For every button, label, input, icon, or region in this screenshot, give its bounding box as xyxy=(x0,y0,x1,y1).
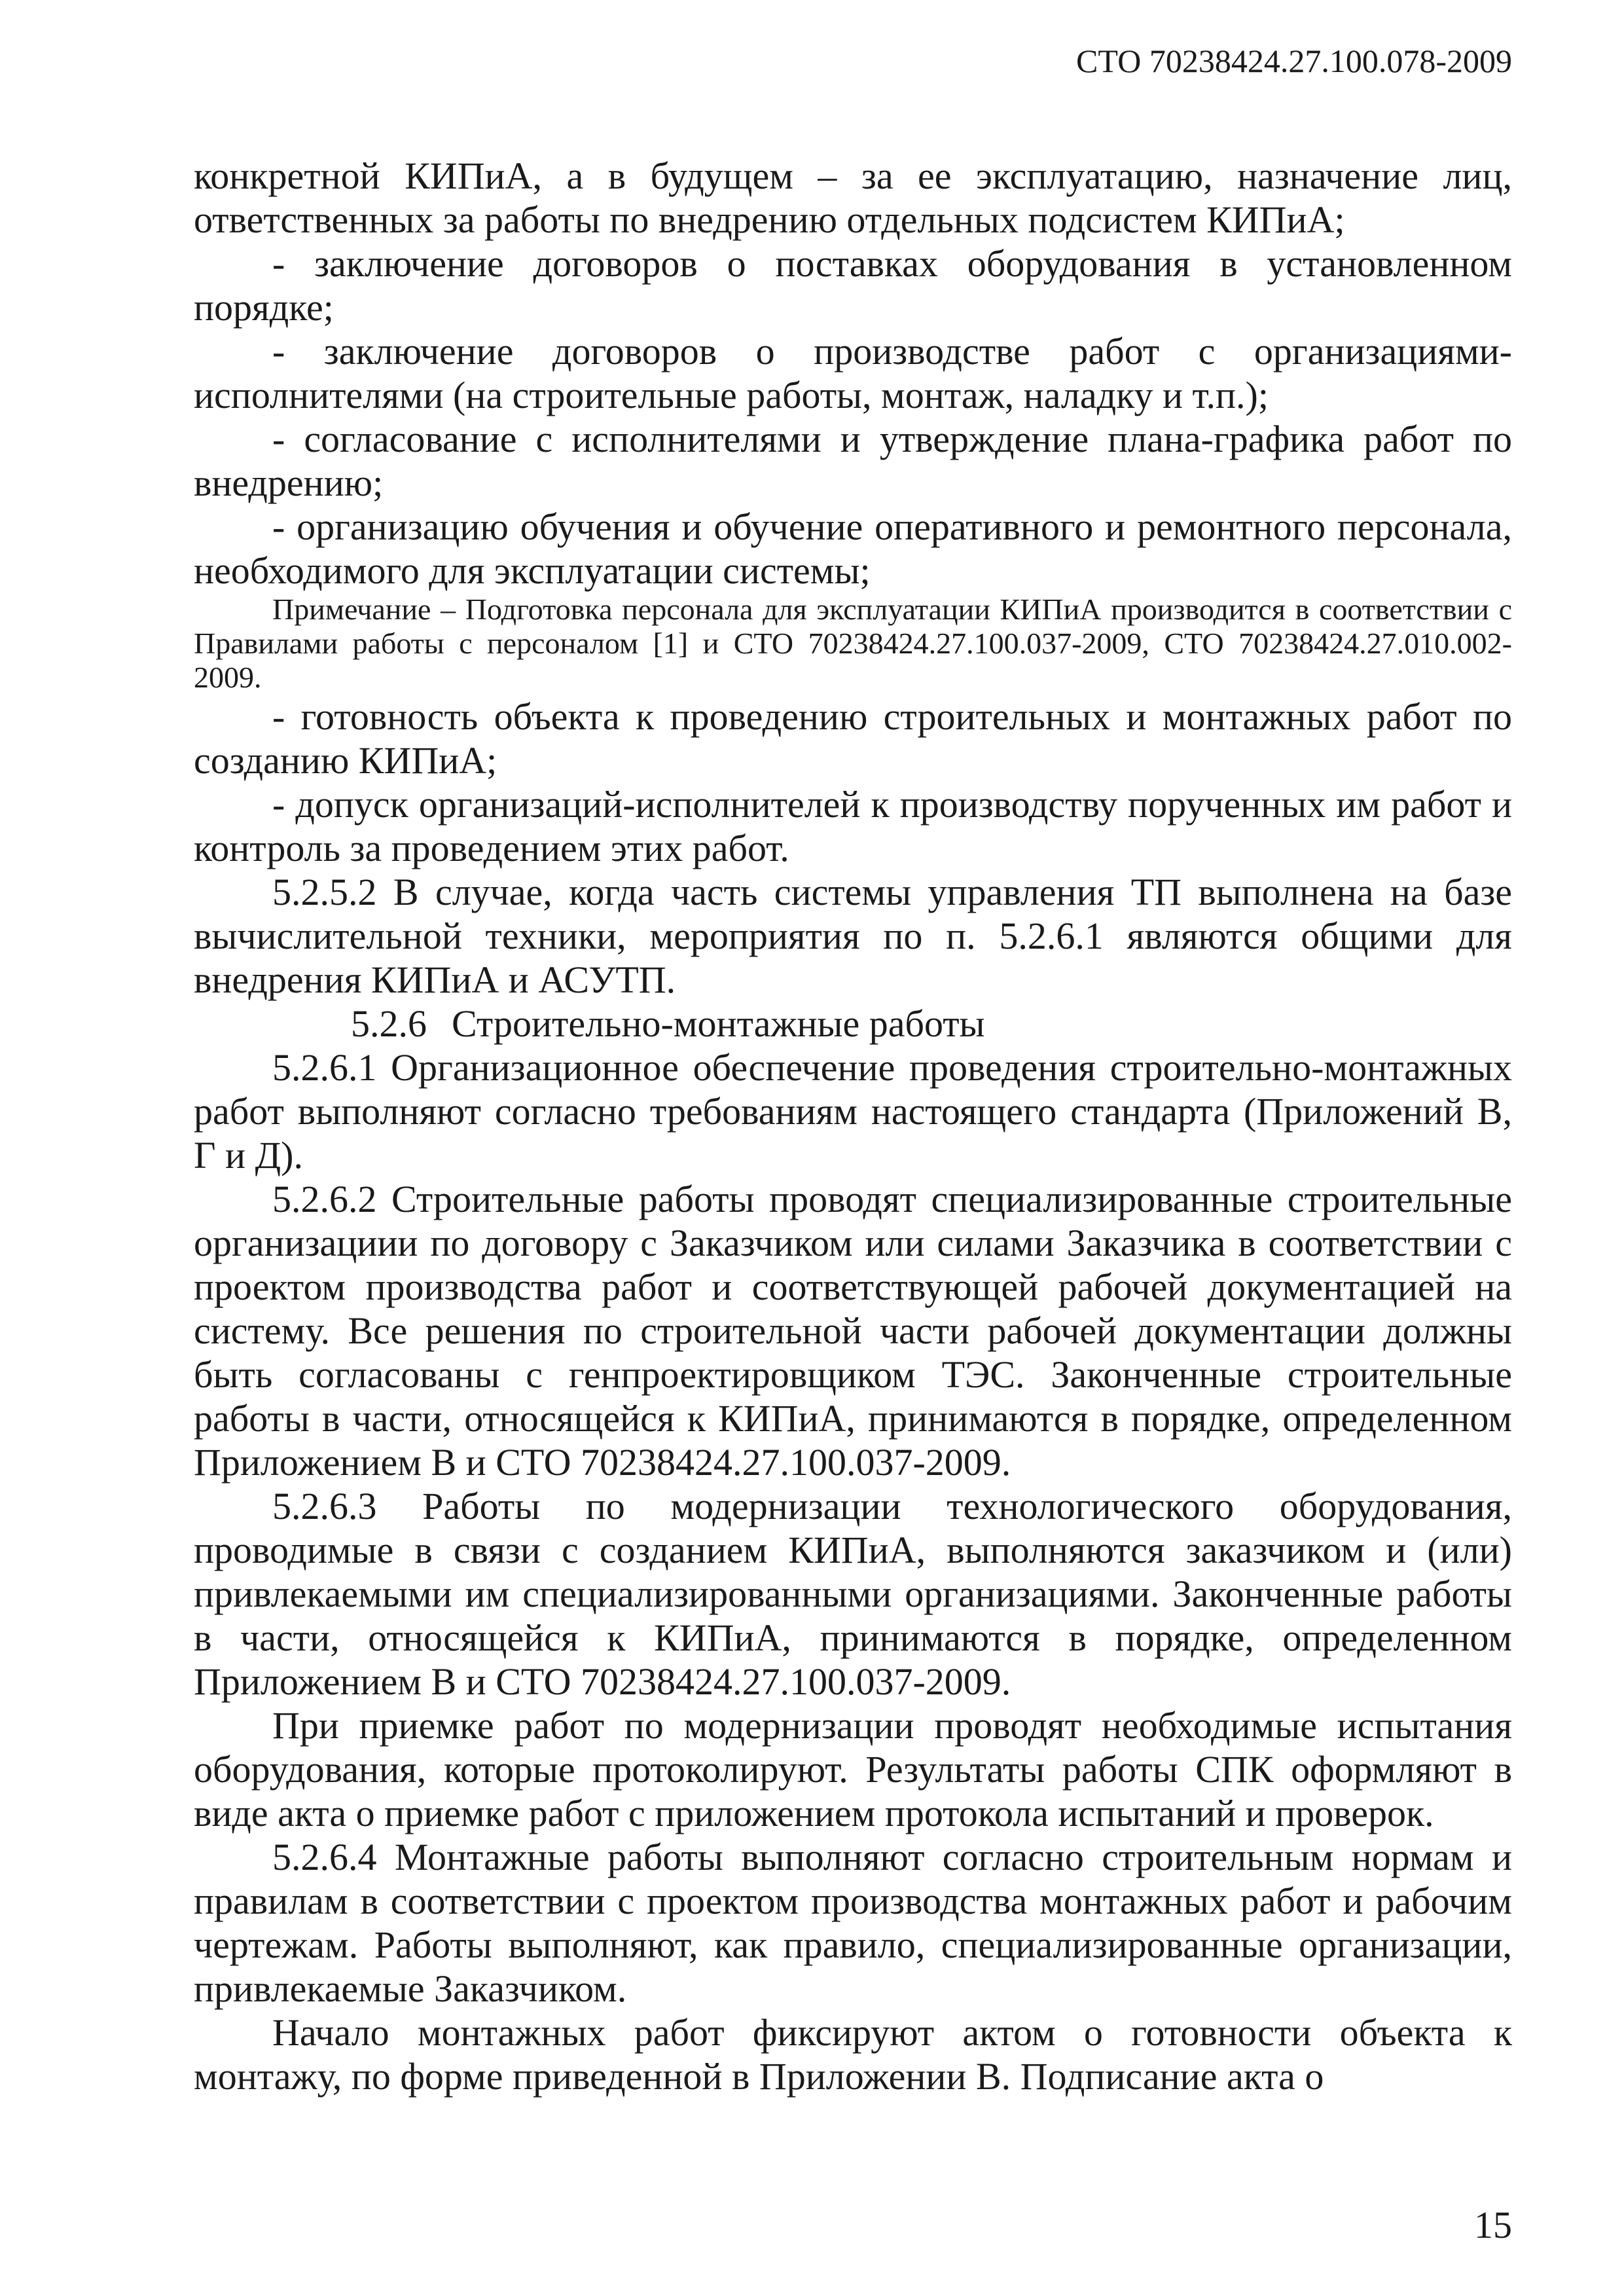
page-body xyxy=(194,154,1512,2098)
paragraph-installation-start: Начало монтажных работ фиксируют актом о готовности объекта к монтажу, по форме приведенной в Приложении В. Подписание акта о xyxy=(194,2011,1512,2098)
list-item-contracts-works: - заключение договоров о производстве работ с организациями-исполнителями (на строительные работы, монтаж, наладку и т.п.); xyxy=(194,330,1512,416)
list-item-training: - организацию обучения и обучение оперативного и ремонтного персонала, необходимого для эксплуатации системы; xyxy=(194,505,1512,592)
document-code-header: СТО 70238424.27.100.078-2009 xyxy=(1076,43,1512,79)
clause-5-2-6-4: 5.2.6.4 Монтажные работы выполняют согласно строительным нормам и правилам в соответствии с проектом производства монтажных работ и рабочим чертежам. Работы выполняют, как правило, специализированные организации, привлекаемые Заказчиком. xyxy=(194,1836,1512,2010)
section-heading-5-2-6 xyxy=(194,1002,1512,1046)
paragraph-continuation: конкретной КИПиА, а в будущем – за ее эксплуатацию, назначение лиц, ответственных за работы по внедрению отдельных подсистем КИПиА; xyxy=(194,155,1512,241)
note-personnel-training: Примечание – Подготовка персонала для эксплуатации КИПиА производится в соответствии с Правилами работы с персоналом [1] и СТО 70238424.27.100.037-2009, СТО 70238424.27.010.002-2009. xyxy=(194,592,1512,694)
page-number: 15 xyxy=(1474,2204,1512,2246)
section-title: Строительно-монтажные работы xyxy=(452,1002,985,1045)
list-item-contractor-admission: - допуск организаций-исполнителей к производству порученных им работ и контроль за проведением этих работ. xyxy=(194,783,1512,869)
section-number: 5.2.6 xyxy=(351,1002,427,1045)
clause-5-2-6-2: 5.2.6.2 Строительные работы проводят специализированные строительные организациии по договору с Заказчиком или силами Заказчика в соответствии с проектом производства работ и соответствующей рабочей документацией на систему. Все решения по строительной части рабочей документации должны быть согласованы с генпроектировщиком ТЭС. Законченные строительные работы в части, относящейся к КИПиА, принимаются в порядке, определенном Приложением В и СТО 70238424.27.100.037-2009. xyxy=(194,1178,1512,1484)
list-item-site-readiness: - готовность объекта к проведению строительных и монтажных работ по созданию КИПиА; xyxy=(194,695,1512,782)
clause-5-2-6-3: 5.2.6.3 Работы по модернизации технологического оборудования, проводимые в связи с созданием КИПиА, выполняются заказчиком и (или) привлекаемыми им специализированными организациями. Законченные работы в части, относящейся к КИПиА, принимаются в порядке, определенном Приложением В и СТО 70238424.27.100.037-2009. xyxy=(194,1485,1512,1703)
list-item-contracts-supply: - заключение договоров о поставках оборудования в установленном порядке; xyxy=(194,242,1512,329)
clause-5-2-6-1: 5.2.6.1 Организационное обеспечение проведения строительно-монтажных работ выполняют согласно требованиям настоящего стандарта (Приложений В, Г и Д). xyxy=(194,1046,1512,1176)
list-item-schedule-approval: - согласование с исполнителями и утверждение плана-графика работ по внедрению; xyxy=(194,418,1512,504)
clause-5-2-5-2: 5.2.5.2 В случае, когда часть системы управления ТП выполнена на базе вычислительной техники, мероприятия по п. 5.2.6.1 являются общими для внедрения КИПиА и АСУТП. xyxy=(194,871,1512,1001)
paragraph-acceptance: При приемке работ по модернизации проводят необходимые испытания оборудования, которые протоколируют. Результаты работы СПК оформляют в виде акта о приемке работ с приложением протокола испытаний и проверок. xyxy=(194,1704,1512,1834)
